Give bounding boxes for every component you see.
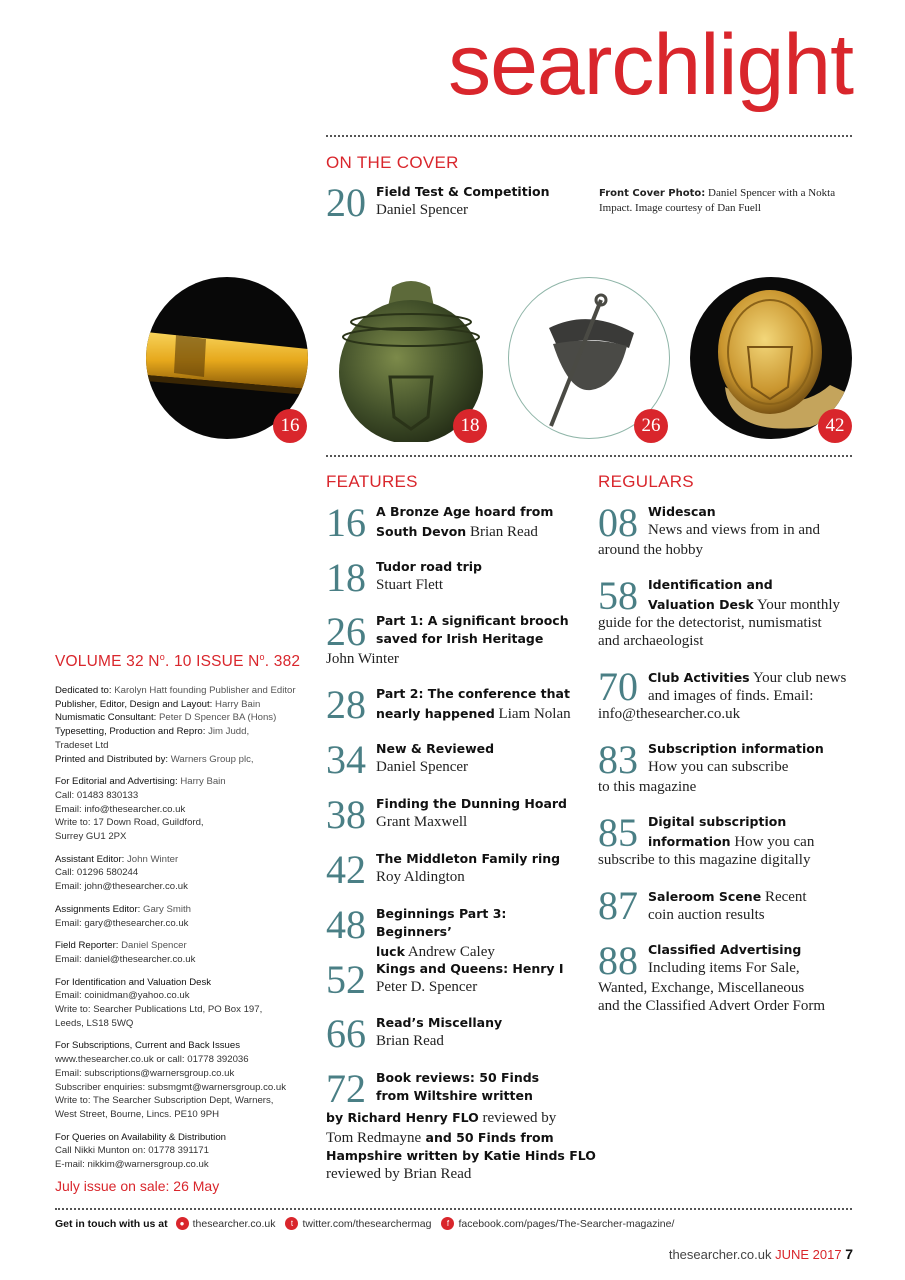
credit-value: Jim Judd, — [205, 726, 250, 738]
credit-group — [55, 1039, 320, 1121]
entry-title: Hampshire written by Katie Hinds FLO — [326, 1148, 596, 1163]
credit-value: Call Nikki Munton on: 01778 391171 — [55, 1145, 209, 1157]
entry-author: Brian Read — [376, 1033, 444, 1049]
credit-group — [55, 684, 320, 766]
regular-entry[interactable] — [598, 737, 853, 796]
credit-group — [55, 903, 320, 930]
web-icon: ● — [176, 1217, 189, 1230]
credit-value: www.thesearcher.co.uk or call: 01778 392036 — [55, 1054, 249, 1066]
features-heading: FEATURES — [326, 472, 418, 491]
page-number: 34 — [326, 737, 366, 782]
page-number: 28 — [326, 682, 366, 727]
entry-title: The Middleton Family ring — [376, 851, 561, 866]
entry-title: by Richard Henry FLO — [326, 1110, 479, 1125]
credit-line — [55, 903, 320, 917]
feature-entry[interactable] — [326, 682, 586, 727]
credit-value: Email: gary@thesearcher.co.uk — [55, 917, 189, 929]
credit-value: Harry Bain — [177, 776, 226, 788]
page-folio — [669, 1246, 853, 1262]
credit-line — [55, 1131, 320, 1145]
entry-desc: around the hobby — [598, 542, 703, 558]
entry-author: Stuart Flett — [376, 577, 444, 593]
credit-value: E-mail: nikkim@warnersgroup.co.uk — [55, 1159, 209, 1171]
entry-title: South Devon — [376, 524, 467, 539]
entry-desc: coin auction results — [648, 907, 765, 923]
entry-desc: to this magazine — [598, 779, 697, 795]
credit-group — [55, 939, 320, 966]
credit-value: Leeds, LS18 5WQ — [55, 1017, 134, 1029]
credit-group — [55, 775, 320, 844]
feature-entry-book-reviews[interactable] — [326, 1066, 596, 1183]
thumbnail-badge: 26 — [634, 409, 668, 443]
entry-title: nearly happened — [376, 706, 495, 721]
credit-line — [55, 803, 320, 817]
credit-value: Email: coinidman@yahoo.co.uk — [55, 990, 190, 1002]
credit-line — [55, 725, 320, 739]
credit-line — [55, 1094, 320, 1108]
credit-value: Tradeset Ltd — [55, 739, 109, 751]
credit-label: Assignments Editor: — [55, 903, 141, 915]
credit-line — [55, 775, 320, 789]
entry-title: Book reviews: 50 Finds — [376, 1070, 540, 1085]
entry-desc: info@thesearcher.co.uk — [598, 706, 741, 722]
entry-desc: guide for the detectorist, numismatist — [598, 615, 822, 631]
credit-label: Printed and Distributed by: — [55, 753, 169, 765]
entry-author: Grant Maxwell — [376, 814, 468, 830]
feature-entry[interactable] — [326, 792, 586, 837]
credit-label: For Editorial and Advertising: — [55, 776, 178, 788]
thumbnail-badge: 42 — [818, 409, 852, 443]
credit-label: Field Reporter: — [55, 940, 119, 952]
entry-title: Widescan — [648, 504, 716, 519]
credit-line — [55, 1053, 320, 1067]
feature-entry[interactable] — [326, 957, 586, 1002]
page-number: 88 — [598, 938, 638, 983]
credit-label: Dedicated to: — [55, 685, 112, 696]
credit-line — [55, 753, 320, 767]
facebook-link[interactable]: facebook.com/pages/The-Searcher-magazine/ — [458, 1217, 675, 1230]
regular-entry[interactable] — [598, 500, 853, 559]
page-number: 48 — [326, 902, 366, 947]
credit-line — [55, 917, 320, 931]
regular-entry[interactable] — [598, 810, 853, 869]
credit-line — [55, 1158, 320, 1172]
credit-line — [55, 1108, 320, 1122]
credit-line — [55, 1144, 320, 1158]
credit-line — [55, 866, 320, 880]
entry-text: Tom Redmayne — [326, 1130, 422, 1146]
thumbnail-badge: 16 — [273, 409, 307, 443]
entry-desc: Your monthly — [753, 597, 841, 613]
entry-author: Brian Read — [466, 524, 538, 540]
entry-text: reviewed by — [478, 1110, 557, 1126]
credit-value: Peter D Spencer BA (Hons) — [156, 712, 277, 724]
credit-line — [55, 830, 320, 844]
credit-label: For Subscriptions, Current and Back Issues — [55, 1040, 241, 1052]
entry-title: Tudor road trip — [376, 559, 482, 574]
credit-label: For Queries on Availability & Distribution — [55, 1131, 226, 1143]
entry-title: Part 1: A significant brooch — [376, 613, 569, 628]
credit-line — [55, 1067, 320, 1081]
credit-line — [55, 739, 320, 753]
credit-line — [55, 816, 320, 830]
feature-entry[interactable] — [326, 737, 586, 782]
entry-desc: and images of finds. Email: — [648, 688, 814, 704]
twitter-icon: t — [285, 1217, 298, 1230]
entry-title: from Wiltshire written — [376, 1088, 533, 1103]
onsale-notice: July issue on sale: 26 May — [55, 1178, 220, 1194]
page-number: 18 — [326, 555, 366, 600]
credit-line — [55, 853, 320, 867]
feature-entry[interactable] — [326, 555, 586, 600]
credit-value: Email: subscriptions@warnersgroup.co.uk — [55, 1067, 235, 1079]
folio-site: thesearcher.co.uk — [668, 1247, 772, 1262]
entry-title: Field Test & Competition — [376, 184, 550, 199]
folio-month: JUNE 2017 — [775, 1247, 842, 1262]
feature-entry[interactable] — [326, 609, 586, 668]
credit-line — [55, 698, 320, 712]
credit-value: Email: john@thesearcher.co.uk — [55, 881, 188, 893]
entry-author: Daniel Spencer — [376, 759, 469, 775]
credit-group — [55, 976, 320, 1031]
credit-value: Write to: The Searcher Subscription Dept, Warners, — [55, 1095, 274, 1107]
page-number: 20 — [326, 180, 366, 225]
credit-line — [55, 711, 320, 725]
divider-top — [326, 135, 852, 137]
entry-desc: Wanted, Exchange, Miscellaneous — [598, 980, 805, 996]
entry-title: Finding the Dunning Hoard — [376, 796, 568, 811]
page-number: 52 — [326, 957, 366, 1002]
entry-desc: News and views from in and — [648, 522, 821, 538]
masthead-logo: searchlight — [448, 17, 853, 113]
volume-issue: VOLUME 32 $N^o$. 10 ISSUE $N^o$. 382 — [55, 652, 301, 671]
entry-desc: How you can — [730, 834, 815, 850]
credit-line — [55, 1003, 320, 1017]
credit-value: Write to: 17 Down Road, Guildford, — [55, 817, 204, 829]
facebook-icon: f — [441, 1217, 454, 1230]
cover-entry[interactable] — [326, 180, 586, 225]
credit-line — [55, 1039, 320, 1053]
entry-desc: Recent — [761, 889, 807, 905]
folio-page-number: 7 — [845, 1246, 853, 1262]
page-number: 58 — [598, 573, 638, 618]
entry-title: Club Activities — [648, 670, 750, 685]
page-number: 83 — [598, 737, 638, 782]
credit-label: Typesetting, Production and Repro: — [55, 726, 206, 738]
entry-author: Roy Aldington — [376, 869, 465, 885]
entry-title: Digital subscription — [648, 814, 787, 829]
footer-lead: Get in touch with us at — [55, 1217, 168, 1230]
feature-entry[interactable] — [326, 847, 586, 892]
entry-title: Classified Advertising — [648, 942, 802, 957]
entry-title: Read’s Miscellany — [376, 1015, 503, 1030]
footer-contacts — [55, 1217, 684, 1230]
entry-desc: Including items For Sale, — [648, 960, 800, 976]
regular-entry[interactable] — [598, 573, 853, 650]
page-number: 72 — [326, 1066, 366, 1111]
website-link[interactable]: thesearcher.co.uk — [192, 1217, 276, 1230]
credit-value: Gary Smith — [140, 903, 191, 915]
regular-entry[interactable] — [598, 664, 853, 723]
entry-author: John Winter — [326, 651, 399, 667]
entry-title: and 50 Finds from — [421, 1130, 554, 1145]
credit-value: Surrey GU1 2PX — [55, 831, 127, 843]
credit-value: Daniel Spencer — [118, 940, 187, 952]
regular-entry[interactable] — [598, 938, 858, 1015]
credit-value: Write to: Searcher Publications Ltd, PO Box 197, — [55, 1004, 263, 1016]
entry-text: reviewed by Brian Read — [326, 1166, 472, 1182]
entry-title: Saleroom Scene — [648, 889, 762, 904]
divider-middle — [326, 455, 852, 457]
credit-group — [55, 1131, 320, 1172]
entry-title: New & Reviewed — [376, 741, 495, 756]
entry-title: Valuation Desk — [648, 597, 754, 612]
page-number: 26 — [326, 609, 366, 654]
feature-entry[interactable] — [326, 1011, 586, 1056]
page-number: 85 — [598, 810, 638, 855]
cover-photo-caption: Front Cover Photo: Daniel Spencer with a Nokta Impact. Image courtesy of Dan Fuell — [599, 187, 836, 214]
credit-value: Karolyn Hatt founding Publisher and Editor — [111, 685, 296, 696]
credits-block — [55, 684, 320, 1181]
entry-author: Daniel Spencer — [376, 202, 469, 218]
page-number: 16 — [326, 500, 366, 545]
entry-title: saved for Irish Heritage — [376, 631, 544, 646]
credit-line — [55, 989, 320, 1003]
thumbnail-badge: 18 — [453, 409, 487, 443]
credit-line — [55, 1017, 320, 1031]
credit-value: Subscriber enquiries: subsmgmt@warnersgroup.co.uk — [55, 1081, 287, 1093]
twitter-link[interactable]: twitter.com/thesearchermag — [302, 1217, 432, 1230]
entry-title: Identification and — [648, 577, 773, 592]
credit-line — [55, 953, 320, 967]
entry-desc: How you can subscribe — [648, 759, 789, 775]
entry-desc: and the Classified Advert Order Form — [598, 998, 826, 1014]
entry-title: Part 2: The conference that — [376, 686, 570, 701]
credit-line — [55, 1081, 320, 1095]
credit-line — [55, 939, 320, 953]
page-number: 38 — [326, 792, 366, 837]
entry-desc: and archaeologist — [598, 633, 704, 649]
entry-title: Beginnings Part 3: Beginners’ — [376, 906, 507, 939]
credit-group — [55, 853, 320, 894]
entry-author: Andrew Caley — [404, 944, 495, 960]
credit-line — [55, 684, 320, 698]
entry-desc: subscribe to this magazine digitally — [598, 852, 811, 868]
credit-label: Publisher, Editor, Design and Layout: — [55, 698, 213, 710]
credit-line — [55, 789, 320, 803]
credit-value: Call: 01483 830133 — [55, 789, 139, 801]
entry-title: luck — [376, 944, 405, 959]
credit-line — [55, 880, 320, 894]
page-number: 87 — [598, 883, 638, 928]
entry-title: Kings and Queens: Henry I — [376, 961, 564, 976]
page-number: 42 — [326, 847, 366, 892]
feature-entry[interactable] — [326, 902, 586, 961]
entry-title: Subscription information — [648, 741, 824, 756]
credit-label: Numismatic Consultant: — [55, 712, 157, 724]
credit-value: Harry Bain — [212, 698, 261, 710]
feature-entry[interactable] — [326, 500, 586, 545]
divider-bottom — [55, 1208, 852, 1210]
page-number: 70 — [598, 664, 638, 709]
regulars-heading: REGULARS — [598, 472, 694, 491]
entry-author: Peter D. Spencer — [376, 979, 478, 995]
entry-author: Liam Nolan — [494, 706, 571, 722]
entry-desc: Your club news — [749, 670, 847, 686]
credit-value: Email: daniel@thesearcher.co.uk — [55, 953, 196, 965]
credit-line — [55, 976, 320, 990]
credit-label: For Identification and Valuation Desk — [55, 976, 212, 988]
credit-value: Email: info@thesearcher.co.uk — [55, 803, 186, 815]
regular-entry[interactable] — [598, 883, 853, 928]
entry-title: information — [648, 834, 731, 849]
credit-value: Call: 01296 580244 — [55, 867, 139, 879]
page-number: 66 — [326, 1011, 366, 1056]
entry-title: A Bronze Age hoard from — [376, 504, 554, 519]
cover-heading: ON THE COVER — [326, 153, 459, 172]
credit-value: John Winter — [124, 853, 179, 865]
page-number: 08 — [598, 500, 638, 545]
credit-value: Warners Group plc, — [168, 753, 254, 765]
credit-value: West Street, Bourne, Lincs. PE10 9PH — [55, 1108, 220, 1120]
credit-label: Assistant Editor: — [55, 853, 125, 865]
